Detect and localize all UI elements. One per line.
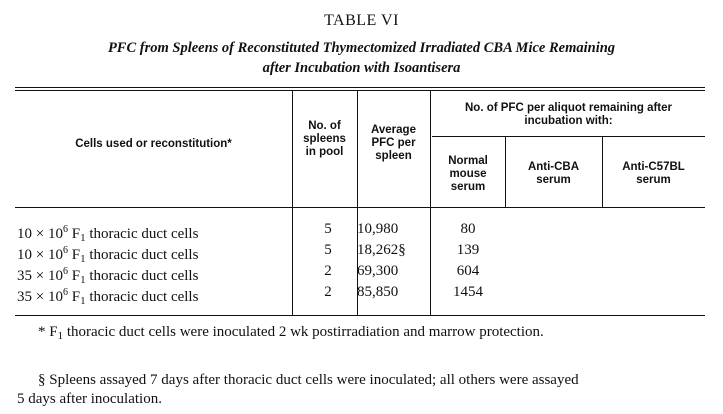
row-average-pfc: 10,980 — [357, 221, 399, 237]
row-spleens-in-pool: 5 — [324, 242, 332, 258]
header-anti-c57bl — [602, 161, 705, 187]
header-normal-serum — [431, 155, 505, 194]
row-average-pfc: 85,850 — [357, 284, 399, 300]
header-spleens-line-1: No. of — [308, 120, 341, 132]
row-normal-serum: 604 — [456, 263, 480, 279]
header-anti-cba-line-1: Anti-CBA — [527, 161, 580, 173]
header-pfc-remaining-line-1: No. of PFC per aliquot remaining after — [464, 102, 673, 114]
header-pfc-remaining-line-2: incubation with: — [524, 115, 613, 127]
header-spleens-in-pool — [292, 120, 357, 159]
header-average-line-3: spleen — [375, 150, 412, 162]
header-average-pfc — [357, 124, 430, 163]
table-bottom-rule — [15, 315, 705, 316]
row-cells-description: $10 \times 10^6$ $F_1$ thoracic duct cells — [17, 224, 199, 244]
header-cells-used: Cells used or reconstitution* — [75, 138, 232, 150]
footnote-section-line-2: 5 days after inoculation. — [17, 391, 162, 407]
table-subtitle-line-2: after Incubation with Isoantisera — [262, 60, 461, 76]
sub-header-rule — [432, 136, 705, 137]
row-normal-serum: 1454 — [453, 284, 483, 300]
header-average-line-1: Average — [371, 124, 416, 136]
row-cells-description: $10 \times 10^6$ $F_1$ thoracic duct cells — [17, 245, 199, 265]
top-rule-double — [15, 90, 705, 91]
table-title: TABLE VI — [324, 12, 399, 29]
header-pfc-remaining — [432, 102, 705, 128]
header-anti-cba — [505, 161, 602, 187]
col-divider-3 — [430, 90, 431, 315]
footnote-section-line-1: § Spleens assayed 7 days after thoracic duct cells were inoculated; all others were assayed — [38, 372, 579, 388]
header-normal-line-1: Normal — [448, 155, 488, 167]
row-cells-description: $35 \times 10^6$ $F_1$ thoracic duct cells — [17, 287, 199, 307]
row-spleens-in-pool: 5 — [324, 221, 332, 237]
row-spleens-in-pool: 2 — [324, 263, 332, 279]
row-normal-serum: 80 — [460, 221, 476, 237]
top-rule — [15, 87, 705, 88]
header-normal-line-3: serum — [450, 181, 486, 193]
header-bottom-rule — [15, 207, 705, 208]
header-normal-line-2: mouse — [449, 168, 487, 180]
header-anti-c57bl-line-1: Anti-C57BL — [622, 161, 685, 173]
header-anti-cba-line-2: serum — [536, 174, 571, 186]
header-spleens-line-3: in pool — [305, 146, 344, 158]
row-normal-serum: 139 — [456, 242, 480, 258]
table-subtitle-line-1: PFC from Spleens of Reconstituted Thymectomized Irradiated CBA Mice Remaining — [107, 40, 616, 56]
row-spleens-in-pool: 2 — [324, 284, 332, 300]
row-cells-description: $35 \times 10^6$ $F_1$ thoracic duct cells — [17, 266, 199, 286]
footnote-star: * $F_1$ thoracic duct cells were inoculated 2 wk postirradiation and marrow protection. — [38, 324, 544, 342]
row-average-pfc: 18,262§ — [357, 242, 406, 258]
header-spleens-line-2: spleens — [303, 133, 346, 145]
header-anti-c57bl-line-2: serum — [636, 174, 671, 186]
row-average-pfc: 69,300 — [357, 263, 399, 279]
header-average-line-2: PFC per — [371, 137, 416, 149]
